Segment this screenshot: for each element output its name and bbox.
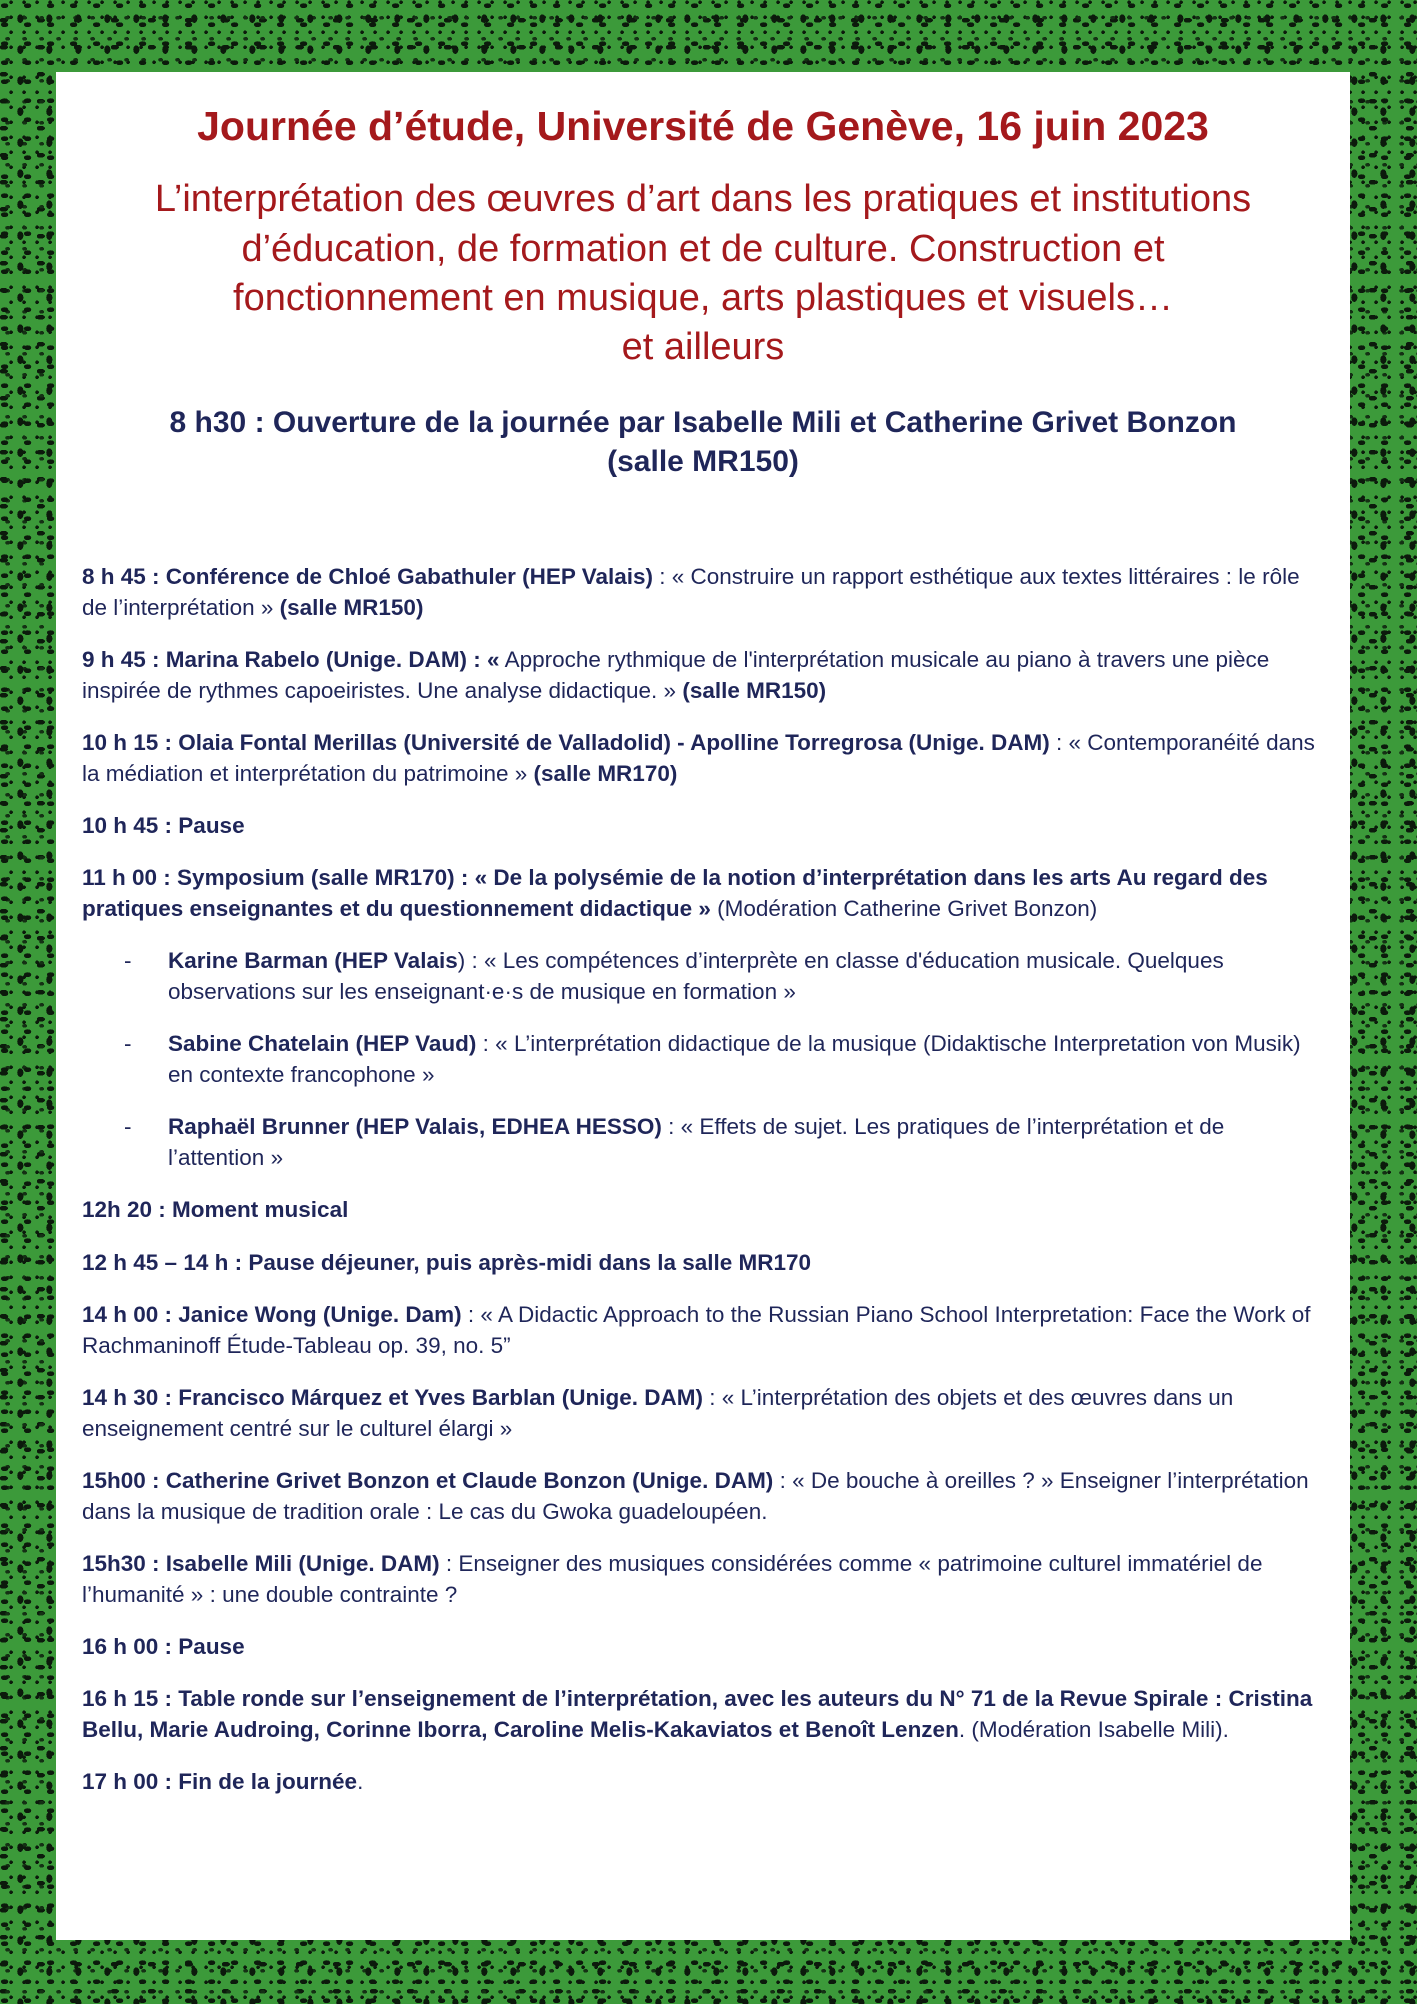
program-entry-1245 xyxy=(82,1247,1324,1278)
entry-text: : Enseigner des musiques considérées comme « patrimoine culturel immatériel de l’humanité » : une double contrainte ? xyxy=(82,1550,1263,1607)
symposium-speakers xyxy=(82,945,1324,1173)
subtitle-line: d’éducation, de formation et de culture. Construction et xyxy=(241,227,1165,270)
speaker-name: Raphaël Brunner (HEP Valais, EDHEA HESSO) xyxy=(168,1114,662,1140)
entry-heading: 11 h 00 : Symposium (salle MR170) : « De la polysémie de la notion d’interprétation dans les arts Au regard des pratiques enseignantes et du questionnement didactique » xyxy=(82,865,1268,922)
program-entry-1100 xyxy=(82,862,1324,924)
entry-text: : « Construire un rapport esthétique aux textes littéraires : le rôle de l’interprétation » xyxy=(82,563,1300,620)
subtitle-line: L’interprétation des œuvres d’art dans les pratiques et institutions xyxy=(154,178,1252,221)
entry-heading: 10 h 45 : Pause xyxy=(82,813,245,839)
entry-room: (salle MR170) xyxy=(533,760,678,786)
speaker-name: Karine Barman (HEP Valais xyxy=(168,948,458,974)
entry-text: : « L’interprétation des objets et des œuvres dans un enseignement centré sur le culturel élargi » xyxy=(82,1384,1234,1441)
entry-heading: 10 h 15 : Olaia Fontal Merillas (Université de Valladolid) - Apolline Torregrosa (Unige. DAM) xyxy=(82,729,1050,755)
entry-room: (salle MR150) xyxy=(279,594,424,620)
speaker-item xyxy=(82,1111,1324,1173)
subtitle-line: fonctionnement en musique, arts plastiques et visuels… xyxy=(233,276,1173,319)
entry-text: . xyxy=(357,1769,364,1795)
bullet-dash: - xyxy=(124,1114,132,1140)
entry-heading: 14 h 30 : Francisco Márquez et Yves Barblan (Unige. DAM) xyxy=(82,1384,704,1410)
opening-line: (salle MR150) xyxy=(607,444,799,478)
program-entry-1530 xyxy=(82,1548,1324,1610)
program-entry-0845 xyxy=(82,561,1324,623)
program-entry-1400 xyxy=(82,1299,1324,1361)
program-entry-1600 xyxy=(82,1631,1324,1662)
program-entry-1500 xyxy=(82,1465,1324,1527)
program-entry-1045 xyxy=(82,810,1324,841)
opening-line: 8 h30 : Ouverture de la journée par Isabelle Mili et Catherine Grivet Bonzon xyxy=(169,405,1237,439)
entry-text: : « Contemporanéité dans la médiation et interprétation du patrimoine » xyxy=(82,729,1315,786)
entry-heading: 16 h 15 : Table ronde sur l’enseignement de l’interprétation, avec les auteurs du N° 71 de la Revue Spirale : Cristina Bellu, Marie Audroing, Corinne Iborra, Caroline Melis-Kakaviatos et Benoît Lenzen xyxy=(82,1685,1313,1743)
entry-text: : « De bouche à oreilles ? » Enseigner l’interprétation dans la musique de tradition orale : Le cas du Gwoka guadeloupéen. xyxy=(82,1467,1309,1524)
entry-heading: 15h00 : Catherine Grivet Bonzon et Claude Bonzon (Unige. DAM) xyxy=(82,1467,774,1493)
entry-text: Approche rythmique de l'interprétation musicale au piano à travers une pièce inspirée de rythmes capoeiristes. Une analyse didactique. » xyxy=(82,646,1270,703)
entry-heading: 17 h 00 : Fin de la journée xyxy=(82,1769,358,1795)
speaker-item xyxy=(82,1028,1324,1090)
main-title: Journée d’étude, Université de Genève, 16 juin 2023 xyxy=(197,103,1209,149)
program-entry-1430 xyxy=(82,1382,1324,1444)
entry-heading: 15h30 : Isabelle Mili (Unige. DAM) xyxy=(82,1550,440,1576)
entry-text: . (Modération Isabelle Mili). xyxy=(958,1717,1229,1743)
entry-text: : « A Didactic Approach to the Russian Piano School Interpretation: Face the Work of Rachmaninoff Étude-Tableau op. 39, no. 5” xyxy=(82,1301,1311,1358)
program-entry-1700 xyxy=(82,1766,1324,1797)
program-entry-0945 xyxy=(82,644,1324,706)
speaker-name: Sabine Chatelain (HEP Vaud) xyxy=(168,1031,477,1057)
program-entry-1615 xyxy=(82,1683,1324,1745)
entry-heading: 12h 20 : Moment musical xyxy=(82,1197,349,1223)
entry-heading: 12 h 45 – 14 h : Pause déjeuner, puis après-midi dans la salle MR170 xyxy=(82,1249,812,1275)
speaker-item xyxy=(82,945,1324,1007)
event-subtitle xyxy=(82,175,1324,373)
entry-text: (Modération Catherine Grivet Bonzon) xyxy=(710,896,1098,922)
entry-heading: 14 h 00 : Janice Wong (Unige. Dam) xyxy=(82,1301,462,1327)
speaker-talk: : « L’interprétation didactique de la musique (Didaktische Interpretation von Musik) en contexte francophone » xyxy=(168,1031,1301,1088)
entry-heading: 8 h 45 : Conférence de Chloé Gabathuler (HEP Valais) xyxy=(82,563,654,589)
entry-heading: 16 h 00 : Pause xyxy=(82,1633,245,1659)
entry-room: (salle MR150) xyxy=(682,677,827,703)
opening-session xyxy=(82,403,1324,481)
entry-heading: 9 h 45 : Marina Rabelo (Unige. DAM) : « xyxy=(82,646,500,672)
bullet-dash: - xyxy=(124,948,132,974)
speaker-talk: : « Effets de sujet. Les pratiques de l’interprétation et de l’attention » xyxy=(168,1114,1225,1171)
program-sheet xyxy=(56,72,1350,1940)
speaker-talk: ) : « Les compétences d’interprète en classe d'éducation musicale. Quelques observations sur les enseignant·e·s de musique en formation » xyxy=(168,948,1224,1005)
program-entry-1220 xyxy=(82,1194,1324,1225)
program-entry-1015 xyxy=(82,727,1324,789)
bullet-dash: - xyxy=(124,1031,132,1057)
subtitle-line: et ailleurs xyxy=(621,326,785,369)
